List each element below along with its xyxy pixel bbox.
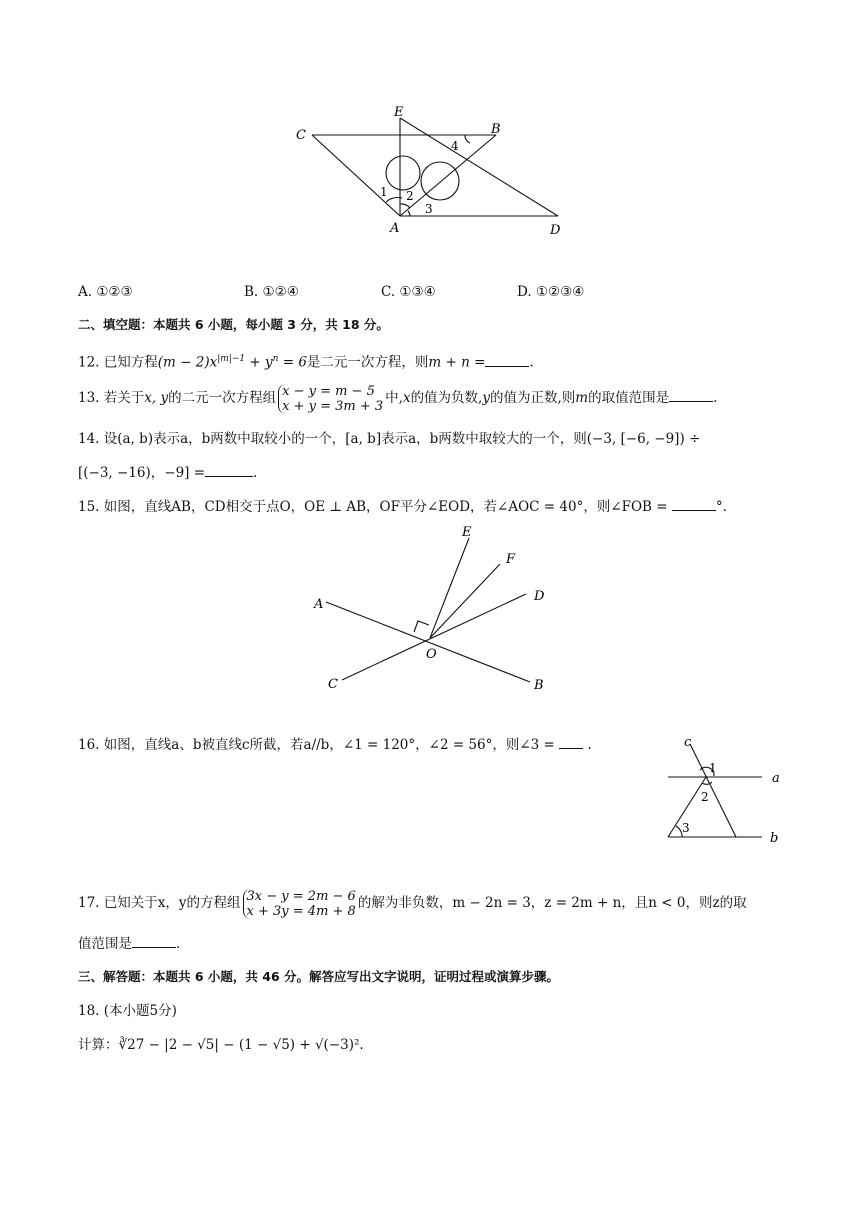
label-D: D	[550, 223, 561, 238]
angle-1: 1	[709, 761, 717, 775]
q13-post1: 中,	[385, 390, 403, 406]
q12-exp2: n	[272, 354, 279, 364]
q13-mid: 的二元一次方程组	[168, 390, 277, 406]
angle-3: 3	[425, 202, 433, 216]
q12-eq2: + y	[245, 354, 273, 371]
q15-blank[interactable]	[672, 498, 716, 511]
question-14-line2	[78, 463, 257, 483]
q18-expression: ∛27 − |2 − √5| − (1 − √5) + √(−3)².	[118, 1037, 364, 1053]
q13-eq2: x + y = 3m + 3	[282, 398, 384, 414]
question-18-body	[78, 1035, 364, 1055]
q13-y: y	[482, 390, 490, 406]
q13-post2: 的值为负数,	[410, 390, 483, 406]
label-E: E	[462, 525, 472, 540]
q13-post4: 的取值范围是	[588, 390, 670, 406]
option-a: A. ①②③	[78, 284, 133, 300]
label-b: b	[770, 831, 779, 846]
question-17-line1	[78, 885, 747, 921]
option-d: D. ①②③④	[517, 284, 585, 300]
question-12	[78, 349, 534, 373]
q13-x: x	[402, 390, 411, 406]
q17-number: 17.	[78, 895, 100, 911]
label-O: O	[426, 647, 437, 662]
q13-blank[interactable]	[669, 389, 713, 402]
q16-number: 16.	[78, 737, 100, 753]
q14-line2: [(−3, −16)，−9] =	[78, 465, 206, 481]
q13-vars: x, y	[144, 390, 169, 406]
q13-number: 13.	[78, 390, 100, 406]
q13-post3: 的值为正数,则	[490, 390, 576, 406]
q17-eq2: x + 3y = 4m + 8	[246, 903, 356, 919]
q17-eq1: 3x − y = 2m − 6	[246, 888, 356, 904]
label-B: B	[491, 122, 501, 137]
angle-4: 4	[451, 139, 459, 153]
angle-2: 2	[701, 790, 709, 804]
label-c: c	[684, 735, 692, 750]
label-C: C	[296, 128, 306, 143]
option-c: C. ①③④	[381, 284, 436, 300]
label-B: B	[534, 678, 544, 693]
q16-end: .	[583, 737, 592, 753]
label-C: C	[328, 677, 338, 692]
q14-line1: 设(a, b)表示a，b两数中取较小的一个，[a, b]表示a，b两数中取较大的一个，则(−3, [−6, −9]) ÷	[103, 431, 701, 447]
q15-end: °.	[715, 499, 727, 515]
label-F: F	[506, 552, 516, 567]
q17-blank[interactable]	[132, 935, 176, 948]
label-D: D	[534, 589, 545, 604]
q16-text: 如图，直线a、b被直线c所截，若a//b，∠1 = 120°，∠2 = 56°，则∠3 =	[103, 737, 560, 753]
q14-end: .	[253, 465, 258, 481]
q12-end: .	[529, 354, 534, 371]
q17-system	[243, 889, 356, 919]
q12-post: 是二元一次方程，则	[306, 354, 429, 371]
q12-eq3: = 6	[278, 354, 307, 371]
label-E: E	[394, 105, 404, 120]
q14-blank[interactable]	[205, 464, 253, 477]
angle-1: 1	[380, 185, 388, 199]
angle-3: 3	[682, 821, 690, 835]
q13-pre: 若关于	[103, 390, 145, 406]
q12-number: 12.	[78, 354, 100, 371]
q12-eq: (m − 2)x	[157, 354, 218, 371]
label-A: A	[314, 597, 324, 612]
q18-points: (本小题5分)	[103, 1003, 177, 1019]
label-A: A	[390, 221, 400, 236]
question-13	[78, 380, 717, 416]
figure-intersecting-lines	[300, 518, 570, 698]
question-15	[78, 497, 727, 517]
q12-exp: |m|−1	[217, 354, 246, 364]
q16-blank[interactable]	[559, 736, 583, 749]
q17-end: .	[176, 936, 181, 952]
q12-blank[interactable]	[485, 354, 529, 367]
q13-end: .	[713, 390, 718, 406]
q18-label: 计算：	[78, 1037, 119, 1053]
q18-number: 18.	[78, 1003, 100, 1019]
q15-text: 如图，直线AB，CD相交于点O，OE ⊥ AB，OF平分∠EOD，若∠AOC = 40°，则∠FOB =	[103, 499, 672, 515]
q17-line2: 值范围是	[78, 936, 132, 952]
question-14-line1	[78, 429, 700, 449]
q13-system	[278, 384, 383, 414]
q17-pre: 已知关于x，y的方程组	[103, 895, 241, 911]
q14-number: 14.	[78, 431, 100, 447]
angle-2: 2	[406, 189, 414, 203]
option-b: B. ①②④	[244, 284, 299, 300]
question-18-header	[78, 1001, 177, 1021]
label-a: a	[772, 771, 780, 786]
question-17-line2	[78, 934, 180, 954]
q15-number: 15.	[78, 499, 100, 515]
q12-ask: m + n =	[428, 354, 486, 371]
section2-heading: 二、填空题：本题共 6 小题，每小题 3 分，共 18 分。	[78, 317, 389, 332]
q12-text: 已知方程	[103, 354, 158, 371]
figure-parallelogram	[290, 100, 580, 240]
q17-post: 的解为非负数，m − 2n = 3，z = 2m + n，且n < 0，则z的取	[357, 895, 747, 911]
question-16	[78, 735, 592, 755]
q13-eq1: x − y = m − 5	[282, 383, 375, 399]
section3-heading: 三、解答题：本题共 6 小题，共 46 分。解答应写出文字说明，证明过程或演算步骤。	[78, 969, 560, 984]
q13-m: m	[575, 390, 589, 406]
figure-parallel-lines	[660, 730, 790, 850]
